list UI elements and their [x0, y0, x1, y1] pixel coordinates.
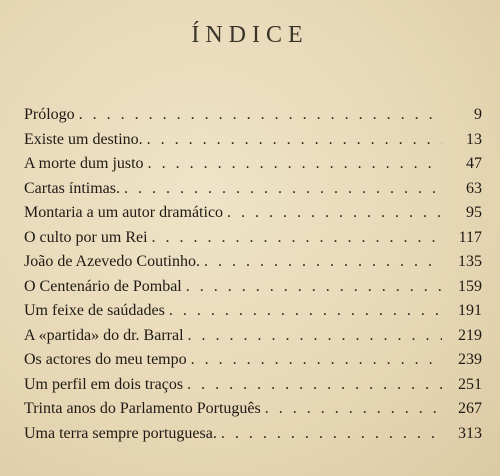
toc-entry — [24, 229, 482, 254]
toc-entry-page: 159 — [458, 277, 482, 295]
toc-entry-page: 13 — [466, 130, 482, 148]
toc-entry — [24, 376, 482, 401]
toc-entry-page: 251 — [458, 375, 482, 393]
dot-leader — [152, 229, 442, 247]
toc-entry-page: 267 — [458, 400, 482, 417]
dot-leader — [124, 180, 442, 198]
toc-entry — [24, 180, 482, 205]
toc-entry-title: O Centenário de Pombal — [24, 277, 182, 295]
dot-leader — [221, 425, 442, 443]
dot-leader — [265, 400, 442, 418]
dot-leader — [187, 376, 442, 394]
dot-leader — [186, 278, 442, 296]
toc-entry — [24, 253, 482, 278]
dot-leader — [148, 155, 442, 173]
toc-entry-page: 135 — [458, 253, 482, 270]
toc-entry-page: 63 — [466, 179, 482, 197]
toc-entry-page: 47 — [466, 155, 482, 172]
toc-entry-page: 9 — [474, 106, 482, 123]
toc-entry-title: Uma terra sempre portuguesa. — [24, 424, 217, 442]
toc-entry — [24, 327, 482, 352]
toc-entry — [24, 351, 482, 376]
dot-leader — [79, 106, 442, 124]
toc-entry — [24, 278, 482, 303]
toc-entry-title: Prólogo — [24, 106, 75, 123]
toc-entry-title: Os actores do meu tempo — [24, 351, 187, 368]
toc-entry — [24, 131, 482, 156]
dot-leader — [169, 302, 442, 320]
toc-entry — [24, 204, 482, 229]
toc-entry — [24, 155, 482, 180]
toc-entry-title: A «partida» do dr. Barral — [24, 326, 184, 344]
toc-entry-page: 191 — [458, 302, 482, 319]
toc-entry-title: Cartas íntimas. — [24, 179, 120, 197]
toc-entry-page: 117 — [458, 228, 482, 246]
toc-entry — [24, 400, 482, 425]
toc-entry-title: Um feixe de saúdades — [24, 302, 165, 319]
toc-entry — [24, 302, 482, 327]
dot-leader — [188, 327, 442, 345]
toc-entry — [24, 425, 482, 450]
toc-entry-page: 239 — [458, 351, 482, 368]
toc-entry-title: Trinta anos do Parlamento Português — [24, 400, 261, 417]
dot-leader — [147, 131, 442, 149]
toc-entry-page: 313 — [458, 424, 482, 442]
table-of-contents — [24, 106, 482, 449]
toc-entry-title: A morte dum justo — [24, 155, 144, 172]
toc-entry-title: Um perfil em dois traços — [24, 375, 184, 393]
toc-entry-title: João de Azevedo Coutinho. — [24, 253, 200, 270]
index-heading: ÍNDICE — [191, 22, 309, 48]
toc-entry-page: 219 — [458, 326, 482, 344]
dot-leader — [191, 351, 442, 369]
dot-leader — [204, 253, 442, 271]
dot-leader — [227, 204, 442, 222]
toc-entry-title: Montaria a um autor dramático — [24, 204, 224, 221]
toc-entry-page: 95 — [466, 204, 482, 221]
toc-entry — [24, 106, 482, 131]
toc-entry-title: O culto por um Rei — [24, 228, 148, 246]
toc-entry-title: Existe um destino. — [24, 130, 143, 148]
